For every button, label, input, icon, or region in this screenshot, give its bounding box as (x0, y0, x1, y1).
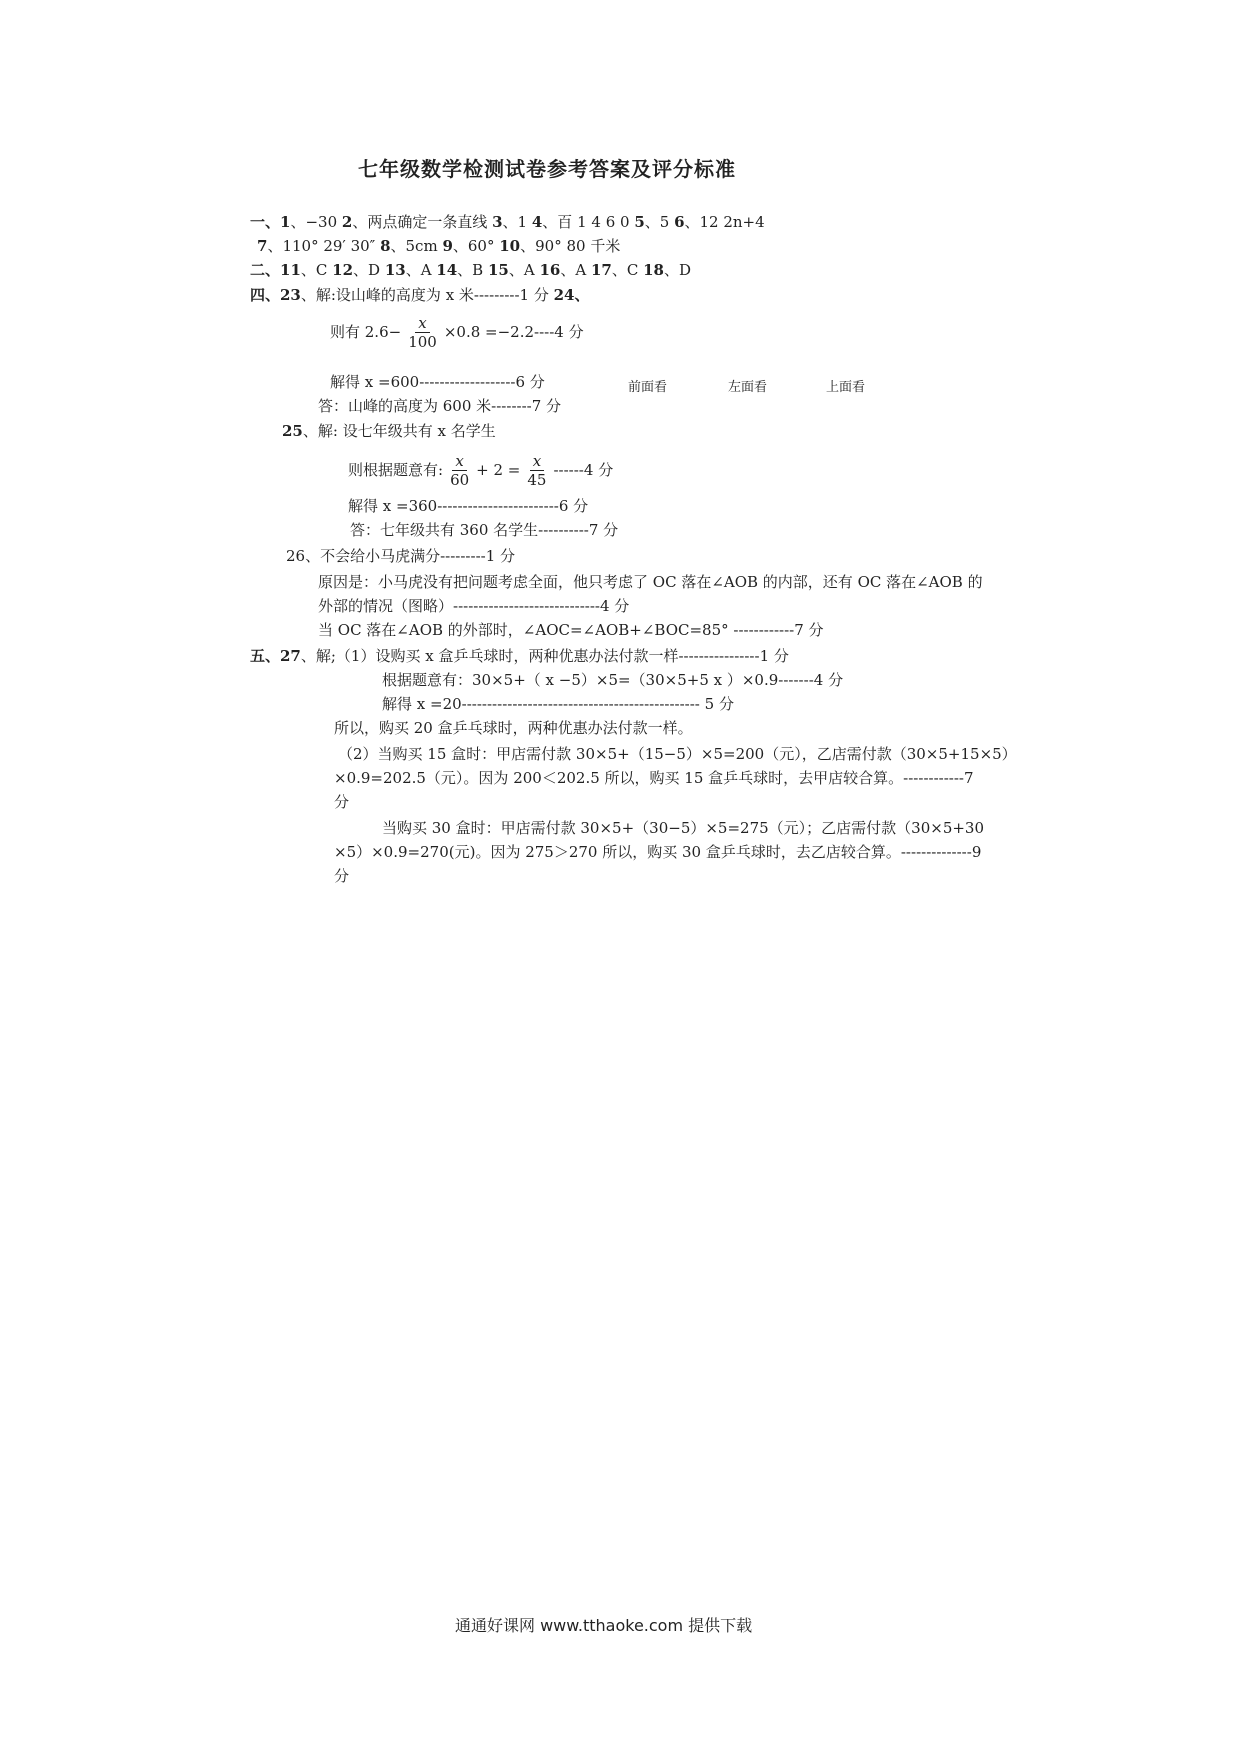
q12-number: 12 (332, 261, 354, 279)
q27-number: 五、27 (250, 647, 301, 665)
q6-answer: 、12 2n+4 (684, 213, 765, 231)
q3-answer: 、1 (502, 213, 532, 231)
q7-number: 7 (257, 237, 268, 255)
q25-equation (348, 446, 613, 494)
q17-number: 17 (590, 261, 612, 279)
q16-number: 16 (539, 261, 561, 279)
q27-heading (250, 646, 789, 666)
q27-part1-setup: 、解;（1）设购买 x 盒乒乓球时，两种优惠办法付款一样----------------1 分 (300, 647, 789, 665)
q25-frac1-numerator: x (452, 452, 466, 471)
q27-line7: 分 (334, 793, 350, 811)
q24-left-view-label: 左面看 (728, 380, 768, 395)
q26-line1: 26、不会给小马虎满分---------1 分 (286, 547, 516, 565)
page-title: 七年级数学检测试卷参考答案及评分标准 (358, 157, 736, 181)
section2-label: 二、 (250, 261, 281, 279)
q23-fraction (405, 314, 440, 351)
q11-number: 11 (280, 261, 301, 279)
q23-heading (250, 285, 590, 305)
q15-number: 15 (487, 261, 509, 279)
q23-eq-prefix: 则有 2.6− (330, 323, 402, 341)
q25-solve: 解得 x =360------------------------6 分 (348, 497, 589, 515)
q23-setup: 、解:设山峰的高度为 x 米---------1 分 (300, 286, 554, 304)
q12-answer: 、D (353, 261, 385, 279)
q9-number: 9 (442, 237, 453, 255)
q5-number: 5 (634, 213, 645, 231)
q2-number: 2 (341, 213, 353, 231)
q23-solve: 解得 x =600-------------------6 分 (330, 373, 545, 391)
q3-number: 3 (492, 213, 503, 231)
q14-answer: 、B (457, 261, 488, 279)
q24-top-view-label: 上面看 (826, 380, 866, 395)
q27-line3: 解得 x =20----------------------------------------------- 5 分 (382, 695, 734, 713)
q2-answer: 、两点确定一条直线 (352, 213, 493, 231)
q25-fraction-1 (447, 452, 472, 489)
q8-number: 8 (380, 237, 391, 255)
q27-line5: （2）当购买 15 盒时：甲店需付款 30×5+（15−5）×5=200（元），乙店需付款（30×5+15×5） (338, 745, 1017, 763)
q10-number: 10 (499, 237, 521, 255)
q5-answer: 、5 (644, 213, 675, 231)
q25-frac2-numerator: x (530, 452, 544, 471)
q27-line8: 当购买 30 盒时：甲店需付款 30×5+（30−5）×5=275（元）；乙店需付款（30×5+30 (382, 819, 985, 837)
q23-number: 四、23 (250, 286, 301, 304)
q27-line2: 根据题意有：30×5+（ x −5）×5=（30×5+5 x ）×0.9-------4 分 (382, 671, 844, 689)
q8-answer: 、5cm (390, 237, 443, 255)
q23-frac-denominator: 100 (408, 332, 437, 351)
q25-setup: 、解: 设七年级共有 x 名学生 (302, 422, 496, 440)
q6-number: 6 (674, 213, 685, 231)
q25-fraction-2 (524, 452, 549, 489)
section1-label: 一、 (250, 213, 281, 231)
q4-answer: 、百 1 4 6 0 (542, 213, 635, 231)
q25-number: 25 (282, 422, 303, 440)
q25-answer: 答：七年级共有 360 名学生----------7 分 (350, 521, 619, 539)
section1-line2 (257, 236, 620, 256)
q10-answer: 、90° 80 千米 (520, 237, 621, 255)
q24-front-view-label: 前面看 (628, 380, 668, 395)
q24-number: 24、 (553, 286, 590, 304)
q25-eq-suffix: ------4 分 (553, 461, 614, 479)
q27-line10: 分 (334, 867, 350, 885)
q13-number: 13 (384, 261, 406, 279)
q23-equation (330, 306, 584, 358)
q7-answer: 、110° 29′ 30″ (267, 237, 381, 255)
q25-frac1-denominator: 60 (450, 470, 470, 489)
q27-line9: ×5）×0.9=270(元)。因为 275＞270 所以，购买 30 盒乒乓球时，去乙店较合算。--------------9 (334, 843, 982, 861)
section2-line (250, 260, 691, 280)
q27-line6: ×0.9=202.5（元）。因为 200＜202.5 所以，购买 15 盒乒乓球时，去甲店较合算。------------7 (334, 769, 974, 787)
q23-answer: 答：山峰的高度为 600 米--------7 分 (318, 397, 562, 415)
q9-answer: 、60° (452, 237, 500, 255)
q18-number: 18 (643, 261, 664, 279)
q26-line4: 当 OC 落在∠AOB 的外部时，∠AOC=∠AOB+∠BOC=85° ------------7 分 (318, 621, 824, 639)
q1-number: 1 (280, 213, 291, 231)
q1-answer: 、−30 (290, 213, 342, 231)
q11-answer: 、C (300, 261, 333, 279)
q25-eq-prefix: 则根据题意有: (348, 461, 444, 479)
q26-line2: 原因是：小马虎没有把问题考虑全面，他只考虑了 OC 落在∠AOB 的内部，还有 OC 落在∠AOB 的 (318, 573, 983, 591)
section1-line1 (250, 212, 765, 232)
q25-heading (282, 421, 496, 441)
q26-line3: 外部的情况（图略）-----------------------------4 分 (318, 597, 630, 615)
q25-eq-middle: + 2 = (476, 461, 521, 479)
footer-download-note: 通通好课网 www.tthaoke.com 提供下载 (455, 1616, 753, 1635)
q23-eq-suffix: ×0.8 =−2.2----4 分 (443, 323, 584, 341)
q14-number: 14 (436, 261, 458, 279)
q17-answer: 、C (611, 261, 644, 279)
q27-line4: 所以，购买 20 盒乒乓球时，两种优惠办法付款一样。 (334, 719, 693, 737)
q23-frac-numerator: x (415, 314, 429, 333)
q25-frac2-denominator: 45 (527, 470, 547, 489)
q18-answer: 、D (663, 261, 691, 279)
q15-answer: 、A (508, 261, 540, 279)
q4-number: 4 (531, 213, 543, 231)
q16-answer: 、A (560, 261, 591, 279)
q13-answer: 、A (405, 261, 437, 279)
